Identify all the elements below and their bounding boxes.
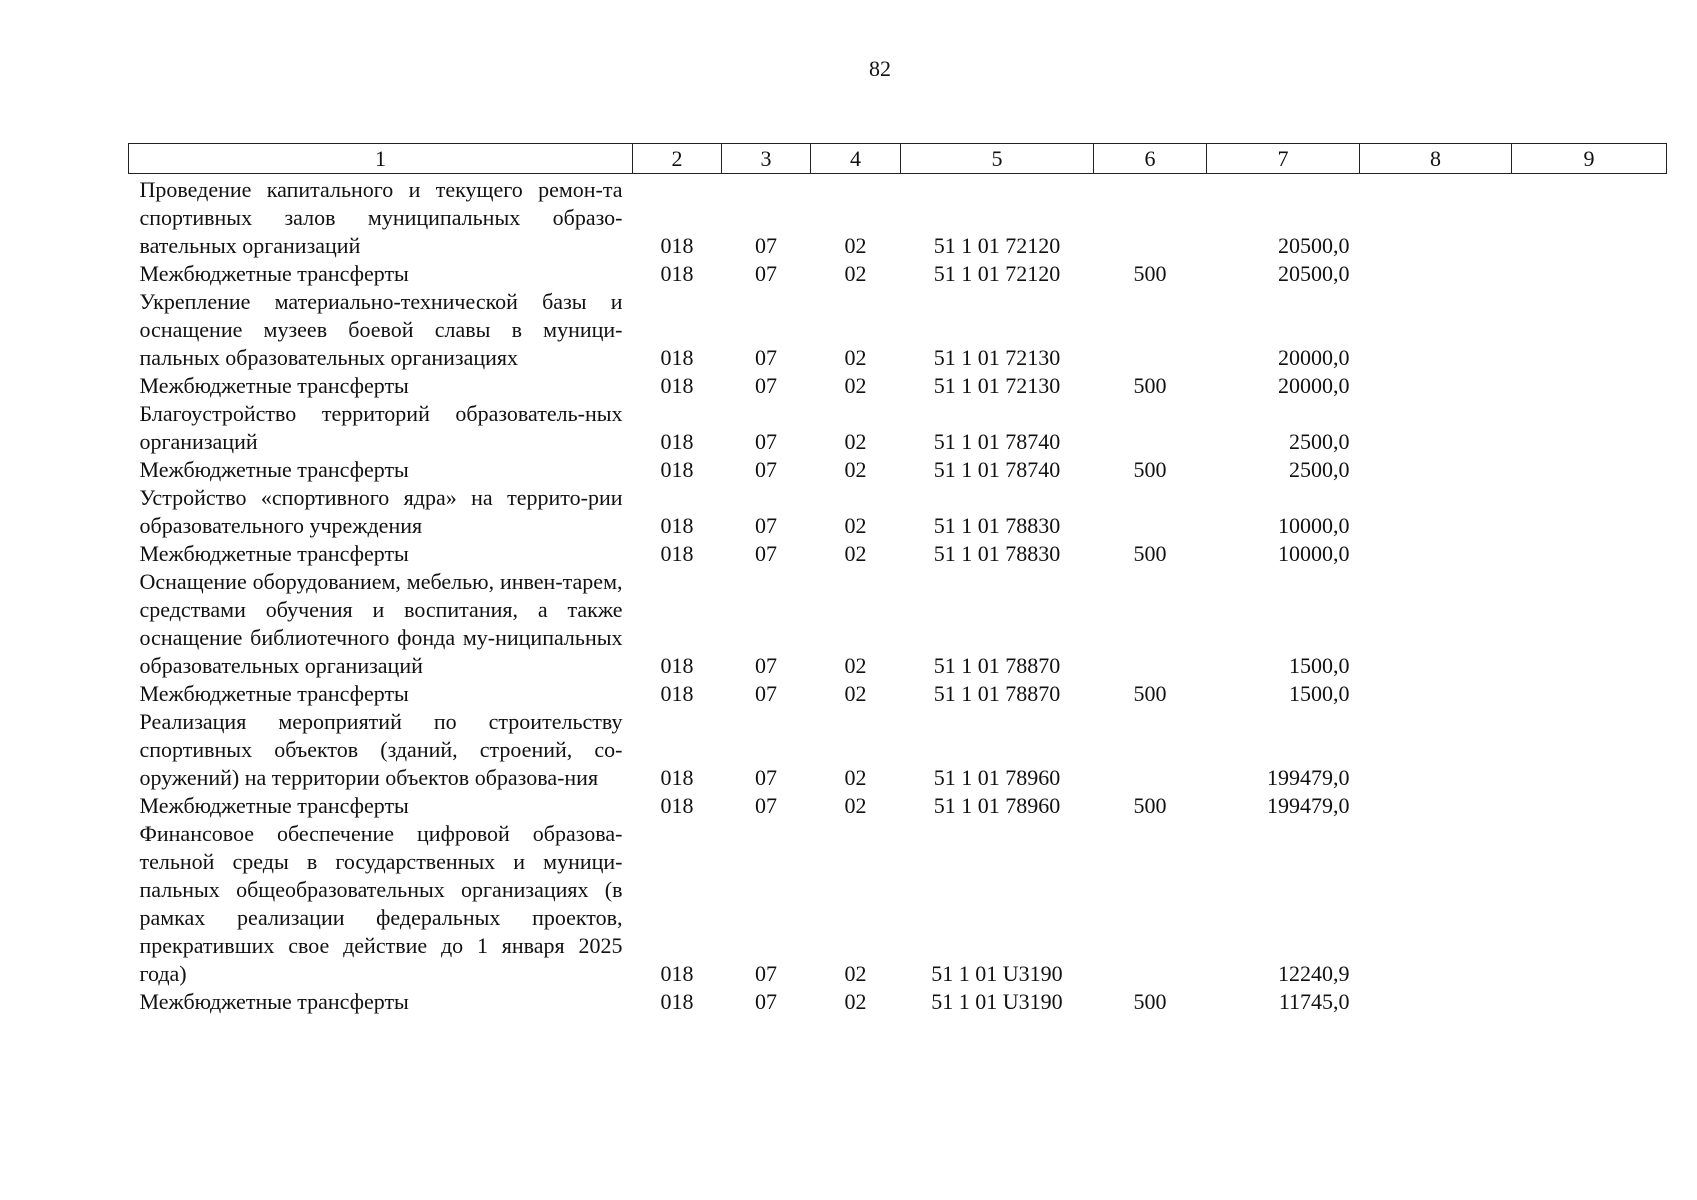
table-row xyxy=(129,792,1667,820)
row-target-article: 51 1 01 72120 xyxy=(933,233,1061,258)
header-cell-7: 7 xyxy=(1207,144,1360,174)
row-subsection-code: 02 xyxy=(844,541,867,566)
row-target-article: 51 1 01 78960 xyxy=(933,793,1061,818)
row-col8 xyxy=(1360,288,1512,372)
row-col9 xyxy=(1512,792,1667,820)
row-amount: 1500,0 xyxy=(1289,653,1350,678)
row-name: Межбюджетные трансферты xyxy=(139,681,409,706)
header-cell-9: 9 xyxy=(1512,144,1667,174)
row-expense-type xyxy=(1094,288,1207,372)
table-row xyxy=(129,540,1667,568)
row-amount: 2500,0 xyxy=(1289,457,1350,482)
row-amount: 10000,0 xyxy=(1278,541,1350,566)
row-amount: 2500,0 xyxy=(1289,429,1350,454)
table-body xyxy=(129,174,1667,1017)
row-col9 xyxy=(1512,540,1667,568)
row-target-article: 51 1 01 78870 xyxy=(933,681,1061,706)
row-col9 xyxy=(1512,174,1667,261)
row-ministry-code: 018 xyxy=(660,541,694,566)
row-col9 xyxy=(1512,260,1667,288)
row-section-code: 07 xyxy=(755,653,777,678)
table-row xyxy=(129,568,1667,680)
row-col9 xyxy=(1512,372,1667,400)
row-col8 xyxy=(1360,174,1512,261)
row-amount: 20500,0 xyxy=(1278,261,1350,286)
row-col8 xyxy=(1360,540,1512,568)
row-ministry-code: 018 xyxy=(660,765,694,790)
row-col8 xyxy=(1360,988,1512,1016)
row-ministry-code: 018 xyxy=(660,261,694,286)
row-expense-type: 500 xyxy=(1133,457,1167,482)
row-col9 xyxy=(1512,680,1667,708)
row-col9 xyxy=(1512,288,1667,372)
row-ministry-code: 018 xyxy=(660,653,694,678)
header-cell-6: 6 xyxy=(1094,144,1207,174)
row-expense-type: 500 xyxy=(1133,373,1167,398)
row-expense-type xyxy=(1094,174,1207,261)
row-name: Межбюджетные трансферты xyxy=(139,457,409,482)
row-col8 xyxy=(1360,372,1512,400)
page-number: 82 xyxy=(869,56,891,81)
row-section-code: 07 xyxy=(755,261,777,286)
row-subsection-code: 02 xyxy=(844,765,867,790)
row-expense-type: 500 xyxy=(1133,989,1167,1014)
table-row xyxy=(129,400,1667,456)
row-col8 xyxy=(1360,568,1512,680)
row-section-code: 07 xyxy=(755,233,777,258)
row-subsection-code: 02 xyxy=(844,793,867,818)
row-amount: 10000,0 xyxy=(1278,513,1350,538)
row-section-code: 07 xyxy=(755,681,777,706)
table-row xyxy=(129,680,1667,708)
row-name: Укрепление материально-технической базы и оснащение музеев боевой славы в муници-пальных образовательных организациях xyxy=(139,289,623,370)
row-col8 xyxy=(1360,792,1512,820)
table-row xyxy=(129,708,1667,792)
row-name: Проведение капитального и текущего ремон-та спортивных залов муниципальных образо-вательных организаций xyxy=(139,177,623,258)
header-cell-3: 3 xyxy=(722,144,811,174)
table-row xyxy=(129,820,1667,988)
row-amount: 1500,0 xyxy=(1289,681,1350,706)
row-ministry-code: 018 xyxy=(660,429,694,454)
row-col8 xyxy=(1360,400,1512,456)
row-target-article: 51 1 01 78830 xyxy=(933,513,1061,538)
row-section-code: 07 xyxy=(755,429,777,454)
row-col9 xyxy=(1512,708,1667,792)
row-section-code: 07 xyxy=(755,765,777,790)
row-name: Устройство «спортивного ядра» на террито-рии образовательного учреждения xyxy=(139,485,623,538)
row-col8 xyxy=(1360,260,1512,288)
row-section-code: 07 xyxy=(755,513,777,538)
row-col9 xyxy=(1512,484,1667,540)
row-col8 xyxy=(1360,484,1512,540)
row-name: Межбюджетные трансферты xyxy=(139,793,409,818)
row-target-article: 51 1 01 72130 xyxy=(933,373,1061,398)
row-expense-type: 500 xyxy=(1133,261,1167,286)
row-name: Межбюджетные трансферты xyxy=(139,989,409,1014)
row-expense-type xyxy=(1094,400,1207,456)
row-subsection-code: 02 xyxy=(844,681,867,706)
row-col8 xyxy=(1360,680,1512,708)
row-subsection-code: 02 xyxy=(844,373,867,398)
row-ministry-code: 018 xyxy=(660,989,694,1014)
row-col9 xyxy=(1512,568,1667,680)
row-col9 xyxy=(1512,988,1667,1016)
row-ministry-code: 018 xyxy=(660,681,694,706)
header-cell-8: 8 xyxy=(1360,144,1512,174)
row-col9 xyxy=(1512,456,1667,484)
row-subsection-code: 02 xyxy=(844,989,867,1014)
row-name: Финансовое обеспечение цифровой образова-тельной среды в государственных и муници-пальных общеобразовательных организациях (в рамках реализации федеральных проектов, прекративших свое действие до 1 января 2025 года) xyxy=(139,821,623,986)
row-target-article: 51 1 01 78960 xyxy=(933,765,1061,790)
table-row xyxy=(129,174,1667,261)
row-amount: 199479,0 xyxy=(1267,765,1350,790)
row-target-article: 51 1 01 72120 xyxy=(933,261,1061,286)
header-cell-1: 1 xyxy=(129,144,633,174)
row-subsection-code: 02 xyxy=(844,457,867,482)
row-target-article: 51 1 01 78740 xyxy=(933,429,1061,454)
row-subsection-code: 02 xyxy=(844,513,867,538)
row-subsection-code: 02 xyxy=(844,653,867,678)
row-expense-type xyxy=(1094,484,1207,540)
row-expense-type: 500 xyxy=(1133,681,1167,706)
row-ministry-code: 018 xyxy=(660,513,694,538)
table-row xyxy=(129,988,1667,1016)
header-cell-5: 5 xyxy=(901,144,1094,174)
row-col8 xyxy=(1360,456,1512,484)
row-target-article: 51 1 01 72130 xyxy=(933,345,1061,370)
row-amount: 20000,0 xyxy=(1278,345,1350,370)
row-amount: 11745,0 xyxy=(1278,989,1350,1014)
row-section-code: 07 xyxy=(755,793,777,818)
row-subsection-code: 02 xyxy=(844,233,867,258)
row-section-code: 07 xyxy=(755,345,777,370)
row-ministry-code: 018 xyxy=(660,373,694,398)
header-row xyxy=(129,144,1667,174)
row-target-article: 51 1 01 U3190 xyxy=(931,961,1063,986)
row-section-code: 07 xyxy=(755,457,777,482)
budget-table xyxy=(128,143,1667,1016)
row-col8 xyxy=(1360,820,1512,988)
row-name: Оснащение оборудованием, мебелью, инвен-тарем, средствами обучения и воспитания, а также оснащение библиотечного фонда му-ниципальных образовательных организаций xyxy=(139,569,623,678)
row-expense-type xyxy=(1094,568,1207,680)
row-expense-type xyxy=(1094,820,1207,988)
header-cell-4: 4 xyxy=(811,144,901,174)
table-row xyxy=(129,456,1667,484)
row-ministry-code: 018 xyxy=(660,345,694,370)
row-col9 xyxy=(1512,400,1667,456)
row-target-article: 51 1 01 U3190 xyxy=(931,989,1063,1014)
row-target-article: 51 1 01 78740 xyxy=(933,457,1061,482)
row-expense-type xyxy=(1094,708,1207,792)
row-ministry-code: 018 xyxy=(660,961,694,986)
row-expense-type: 500 xyxy=(1133,793,1167,818)
table-row xyxy=(129,260,1667,288)
row-ministry-code: 018 xyxy=(660,457,694,482)
row-target-article: 51 1 01 78870 xyxy=(933,653,1061,678)
row-name: Реализация мероприятий по строительству спортивных объектов (зданий, строений, со-оружений) на территории объектов образова-ния xyxy=(139,709,623,790)
header-cell-2: 2 xyxy=(633,144,722,174)
row-section-code: 07 xyxy=(755,961,777,986)
row-col8 xyxy=(1360,708,1512,792)
table-header xyxy=(129,144,1667,174)
row-amount: 20000,0 xyxy=(1278,373,1350,398)
row-col9 xyxy=(1512,820,1667,988)
row-amount: 20500,0 xyxy=(1278,233,1350,258)
row-amount: 199479,0 xyxy=(1267,793,1350,818)
row-subsection-code: 02 xyxy=(844,261,867,286)
table-row xyxy=(129,288,1667,372)
row-section-code: 07 xyxy=(755,989,777,1014)
row-subsection-code: 02 xyxy=(844,429,867,454)
table-row xyxy=(129,372,1667,400)
table-row xyxy=(129,484,1667,540)
row-subsection-code: 02 xyxy=(844,345,867,370)
row-expense-type: 500 xyxy=(1133,541,1167,566)
row-section-code: 07 xyxy=(755,373,777,398)
row-target-article: 51 1 01 78830 xyxy=(933,541,1061,566)
row-ministry-code: 018 xyxy=(660,233,694,258)
row-section-code: 07 xyxy=(755,541,777,566)
row-name: Межбюджетные трансферты xyxy=(139,261,409,286)
row-name: Межбюджетные трансферты xyxy=(139,541,409,566)
row-name: Благоустройство территорий образователь-ных организаций xyxy=(139,401,623,454)
row-amount: 12240,9 xyxy=(1278,961,1350,986)
row-ministry-code: 018 xyxy=(660,793,694,818)
row-subsection-code: 02 xyxy=(844,961,867,986)
row-name: Межбюджетные трансферты xyxy=(139,373,409,398)
